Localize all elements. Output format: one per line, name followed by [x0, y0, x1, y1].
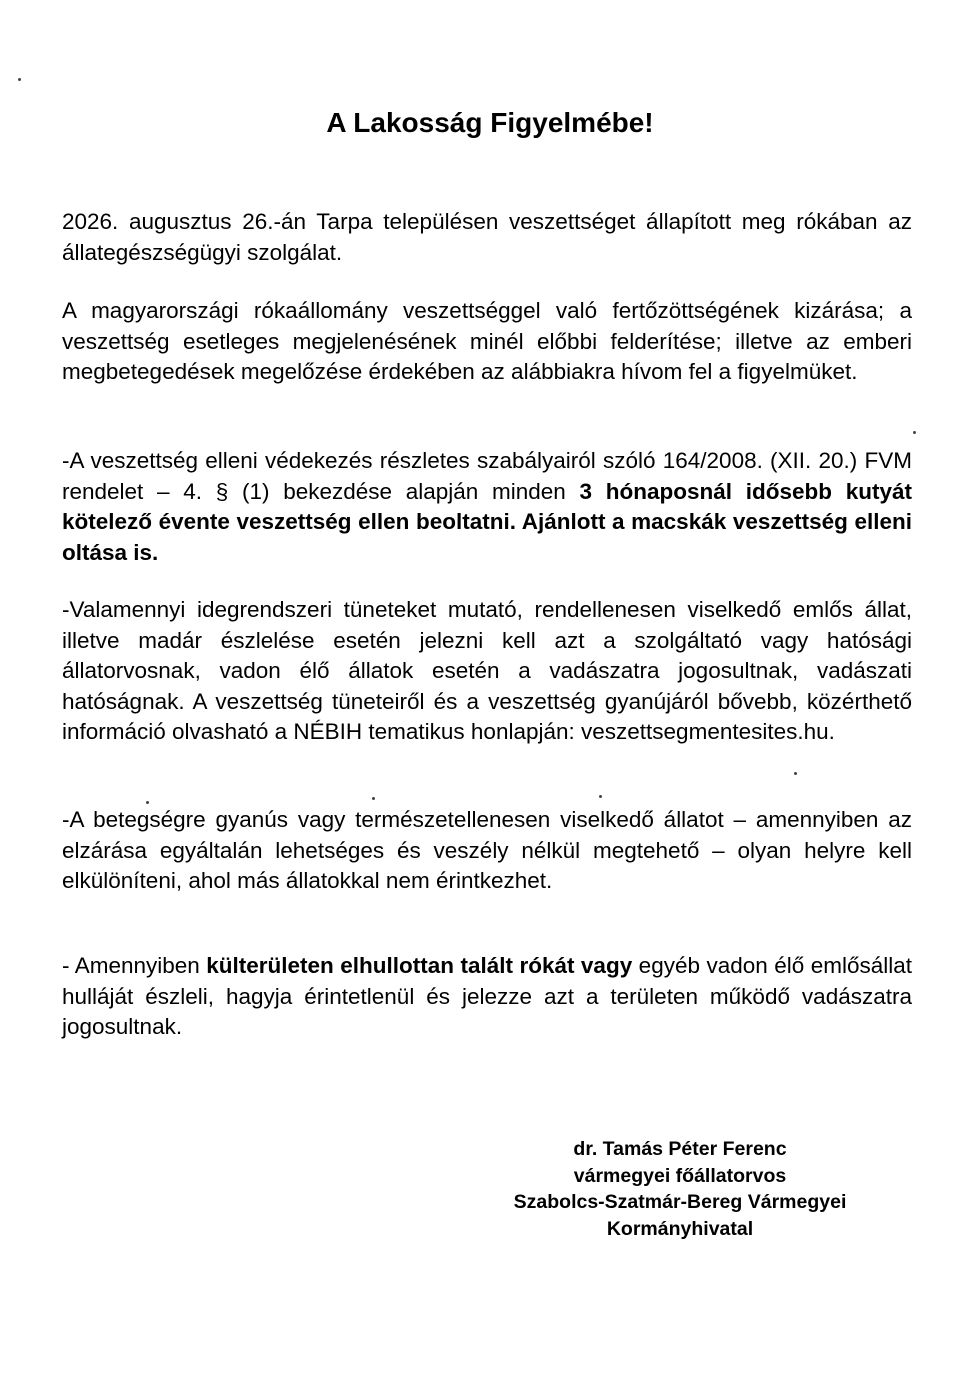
signature-role: vármegyei főállatorvos	[573, 1164, 787, 1187]
paragraph-reporting: -Valamennyi idegrendszeri tüneteket mutató, rendellenesen viselkedő emlős állat, illetve madár észlelése esetén jelezni kell azt a szolgáltató vagy hatósági állatorvosnak, vadon élő állatok esetén a vadászatra jogosultnak, vadászati hatóságnak. A veszettség tüneteiről és a veszettség gyanújáról bővebb, közérthető információ olvasható a NÉBIH tematikus honlapján: veszettsegmentesites.hu.	[62, 597, 912, 744]
paragraph-isolation: -A betegségre gyanús vagy természetellenesen viselkedő állatot – amennyiben az elzárása egyáltalán lehetséges és veszély nélkül megtehető – olyan helyre kell elkülöníteni, ahol más állatokkal nem érintkezhet.	[62, 807, 912, 893]
vaccination-rule-text: -A veszettség elleni védekezés részletes szabályairól szóló 164/2008. (XII. 20.) FVM rendelet – 4. § (1) bekezdése alapján minden	[62, 448, 912, 504]
scan-speck	[913, 431, 916, 434]
vaccination-rule-emphasis: 3 hónaposnál idősebb kutyát kötelező évente veszettség ellen beoltatni. Ajánlott a macskák veszettség elleni oltása is.	[62, 478, 912, 565]
signature-org-line1: Szabolcs-Szatmár-Bereg Vármegyei	[513, 1191, 847, 1213]
scan-speck	[146, 801, 149, 804]
scan-speck	[794, 772, 797, 775]
signature-block	[470, 1136, 890, 1242]
paragraph-vaccination-rule	[62, 446, 912, 568]
scan-speck	[372, 797, 375, 800]
scan-speck	[599, 795, 602, 798]
carcass-text-end: egyéb vadon élő emlősállat hulláját észleli, hagyja érintetlenül és jelezze azt a területen működő vadászatra jogosultnak.	[62, 953, 912, 1039]
carcass-text-emphasis: külterületen elhullottan talált rókát vagy	[206, 953, 633, 978]
paragraph-announcement: 2026. augusztus 26.-án Tarpa településen veszettséget állapított meg rókában az állategészségügyi szolgálat.	[62, 209, 912, 265]
signature-org-line2: Kormányhivatal	[606, 1217, 754, 1240]
carcass-text-start: - Amennyiben	[62, 953, 207, 978]
signature-name: dr. Tamás Péter Ferenc	[573, 1138, 787, 1160]
paragraph-carcass	[62, 951, 912, 1043]
scan-speck	[18, 78, 21, 81]
page-title: A Lakosság Figyelmébe!	[326, 107, 654, 138]
paragraph-purpose: A magyarországi rókaállomány veszettséggel való fertőzöttségének kizárása; a veszettség esetleges megjelenésének minél előbbi felderítése; illetve az emberi megbetegedések megelőzése érdekében az alábbiakra hívom fel a figyelmüket.	[62, 298, 912, 384]
